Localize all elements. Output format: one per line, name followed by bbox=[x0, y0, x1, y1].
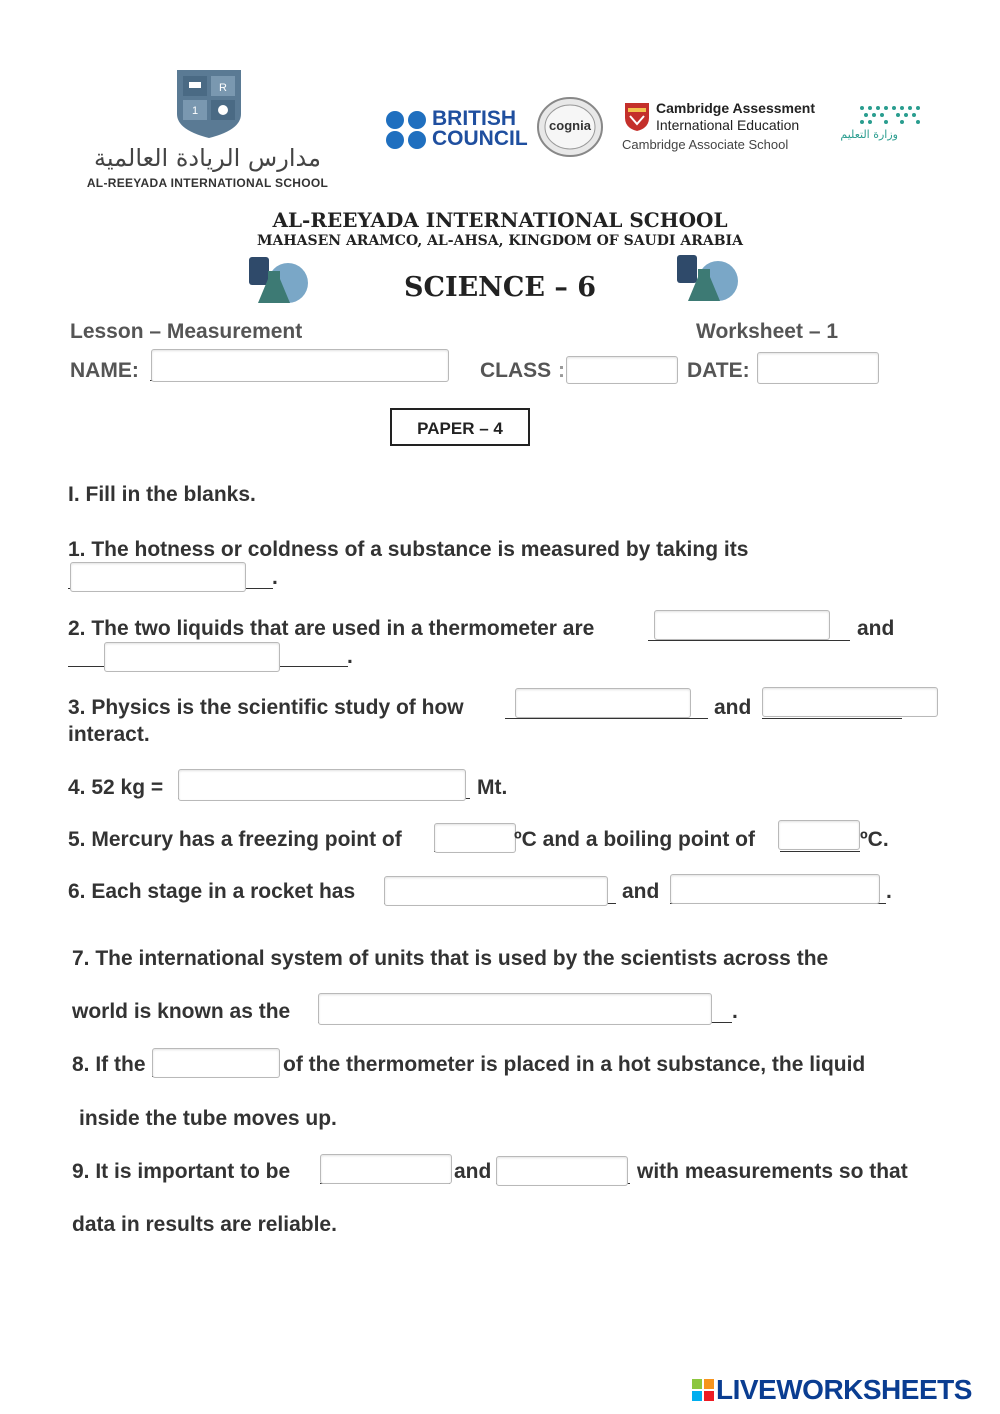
q6-end: . bbox=[886, 880, 892, 903]
school-english-logo-name: AL-REEYADA INTERNATIONAL SCHOOL bbox=[86, 176, 329, 190]
q6-answer-2-input[interactable] bbox=[670, 874, 880, 904]
section-title: I. Fill in the blanks. bbox=[68, 483, 256, 506]
q9-start: 9. It is important to be bbox=[72, 1160, 291, 1183]
q5-underline-2 bbox=[780, 851, 860, 852]
q5-end: ºC. bbox=[860, 828, 889, 851]
q7-answer-input[interactable] bbox=[318, 993, 712, 1025]
cambridge-line2: International Education bbox=[656, 117, 800, 133]
british-council-logo bbox=[385, 108, 530, 152]
cognia-text: cognia bbox=[549, 118, 591, 133]
date-input[interactable] bbox=[757, 352, 879, 384]
school-arabic-name: مدارس الريادة العالمية bbox=[94, 144, 321, 172]
q8-line2: inside the tube moves up. bbox=[79, 1107, 337, 1130]
q5-text: 5. Mercury has a freezing point of bbox=[68, 828, 402, 851]
lesson-label: Lesson – Measurement bbox=[70, 320, 303, 343]
q8-start: 8. If the bbox=[72, 1053, 146, 1076]
q9-answer-2-input[interactable] bbox=[496, 1156, 628, 1186]
class-input[interactable] bbox=[566, 356, 678, 384]
q3-answer-1-input[interactable] bbox=[515, 688, 691, 718]
ministry-logo bbox=[828, 104, 928, 152]
q7-line1: 7. The international system of units that is used by the scientists across the bbox=[72, 947, 829, 970]
q2-text: 2. The two liquids that are used in a thermometer are bbox=[68, 617, 595, 640]
school-crest-icon bbox=[175, 68, 243, 140]
school-address: MAHASEN ARAMCO, AL-AHSA, KINGDOM OF SAUDI ARABIA bbox=[257, 233, 743, 249]
school-title: AL-REEYADA INTERNATIONAL SCHOOL bbox=[272, 208, 728, 232]
q4-end: Mt. bbox=[477, 776, 508, 799]
q1-answer-input[interactable] bbox=[70, 562, 246, 592]
q6-answer-1-input[interactable] bbox=[384, 876, 608, 906]
q7-line2: world is known as the bbox=[72, 1000, 291, 1023]
q3-underline-1 bbox=[505, 718, 708, 719]
british-council-line2: COUNCIL bbox=[432, 127, 528, 150]
q6-mid: and bbox=[622, 880, 660, 903]
q9-answer-1-input[interactable] bbox=[320, 1154, 452, 1184]
british-council-dots-icon bbox=[385, 110, 429, 150]
name-label: NAME: bbox=[70, 359, 139, 382]
q2-answer-2-input[interactable] bbox=[104, 642, 280, 672]
class-label: CLASS bbox=[480, 359, 552, 382]
name-input[interactable] bbox=[151, 349, 449, 382]
q2-underline-1 bbox=[648, 640, 850, 641]
paper-box bbox=[390, 408, 530, 446]
british-council-line1: BRITISH bbox=[432, 107, 516, 130]
ministry-arabic: وزارة التعليم bbox=[840, 128, 898, 141]
q9-rest: with measurements so that bbox=[637, 1160, 908, 1183]
q4-answer-input[interactable] bbox=[178, 769, 466, 801]
class-colon: : bbox=[558, 359, 565, 382]
cambridge-line3: Cambridge Associate School bbox=[622, 137, 789, 152]
subject-title: SCIENCE – 6 bbox=[403, 272, 597, 303]
cambridge-logo bbox=[622, 100, 827, 156]
cambridge-shield-icon bbox=[624, 102, 650, 132]
q5-answer-2-input[interactable] bbox=[778, 820, 860, 850]
q2-answer-1-input[interactable] bbox=[654, 610, 830, 640]
q6-text: 6. Each stage in a rocket has bbox=[68, 880, 356, 903]
cognia-seal bbox=[536, 96, 604, 158]
q2-mid: and bbox=[857, 617, 895, 640]
worksheet-label: Worksheet – 1 bbox=[696, 320, 839, 343]
ministry-dots-icon bbox=[858, 104, 926, 124]
liveworksheets-logo[interactable] bbox=[692, 1374, 992, 1408]
q3-underline-2 bbox=[762, 718, 902, 719]
flask-right-icon bbox=[676, 255, 740, 307]
q9-mid: and bbox=[454, 1160, 492, 1183]
q5-answer-1-input[interactable] bbox=[434, 823, 516, 853]
paper-label: PAPER – 4 bbox=[417, 419, 503, 438]
date-label: DATE: bbox=[687, 359, 750, 382]
q3-text: 3. Physics is the scientific study of how bbox=[68, 696, 464, 719]
school-logo bbox=[70, 68, 345, 193]
cambridge-line1: Cambridge Assessment bbox=[656, 100, 815, 116]
q5-mid: ºC and a boiling point of bbox=[514, 828, 755, 851]
q4-text: 4. 52 kg = bbox=[68, 776, 164, 799]
crest-letter-r: R bbox=[219, 82, 227, 94]
q7-end: . bbox=[732, 1000, 738, 1023]
q9-line2: data in results are reliable. bbox=[72, 1213, 337, 1236]
q8-rest: of the thermometer is placed in a hot substance, the liquid bbox=[283, 1053, 866, 1076]
q1-text: 1. The hotness or coldness of a substance is measured by taking its bbox=[68, 538, 749, 561]
q2-end: . bbox=[347, 645, 353, 668]
q1-end: . bbox=[272, 566, 278, 589]
liveworksheets-brand: LIVEWORKSHEETS bbox=[716, 1374, 972, 1405]
q3-mid: and bbox=[714, 696, 752, 719]
q3-answer-2-input[interactable] bbox=[762, 687, 938, 717]
q8-answer-input[interactable] bbox=[152, 1048, 280, 1078]
crest-letter-1: 1 bbox=[191, 105, 199, 117]
q3-line2: interact. bbox=[68, 723, 150, 746]
liveworksheets-icon bbox=[692, 1379, 714, 1403]
